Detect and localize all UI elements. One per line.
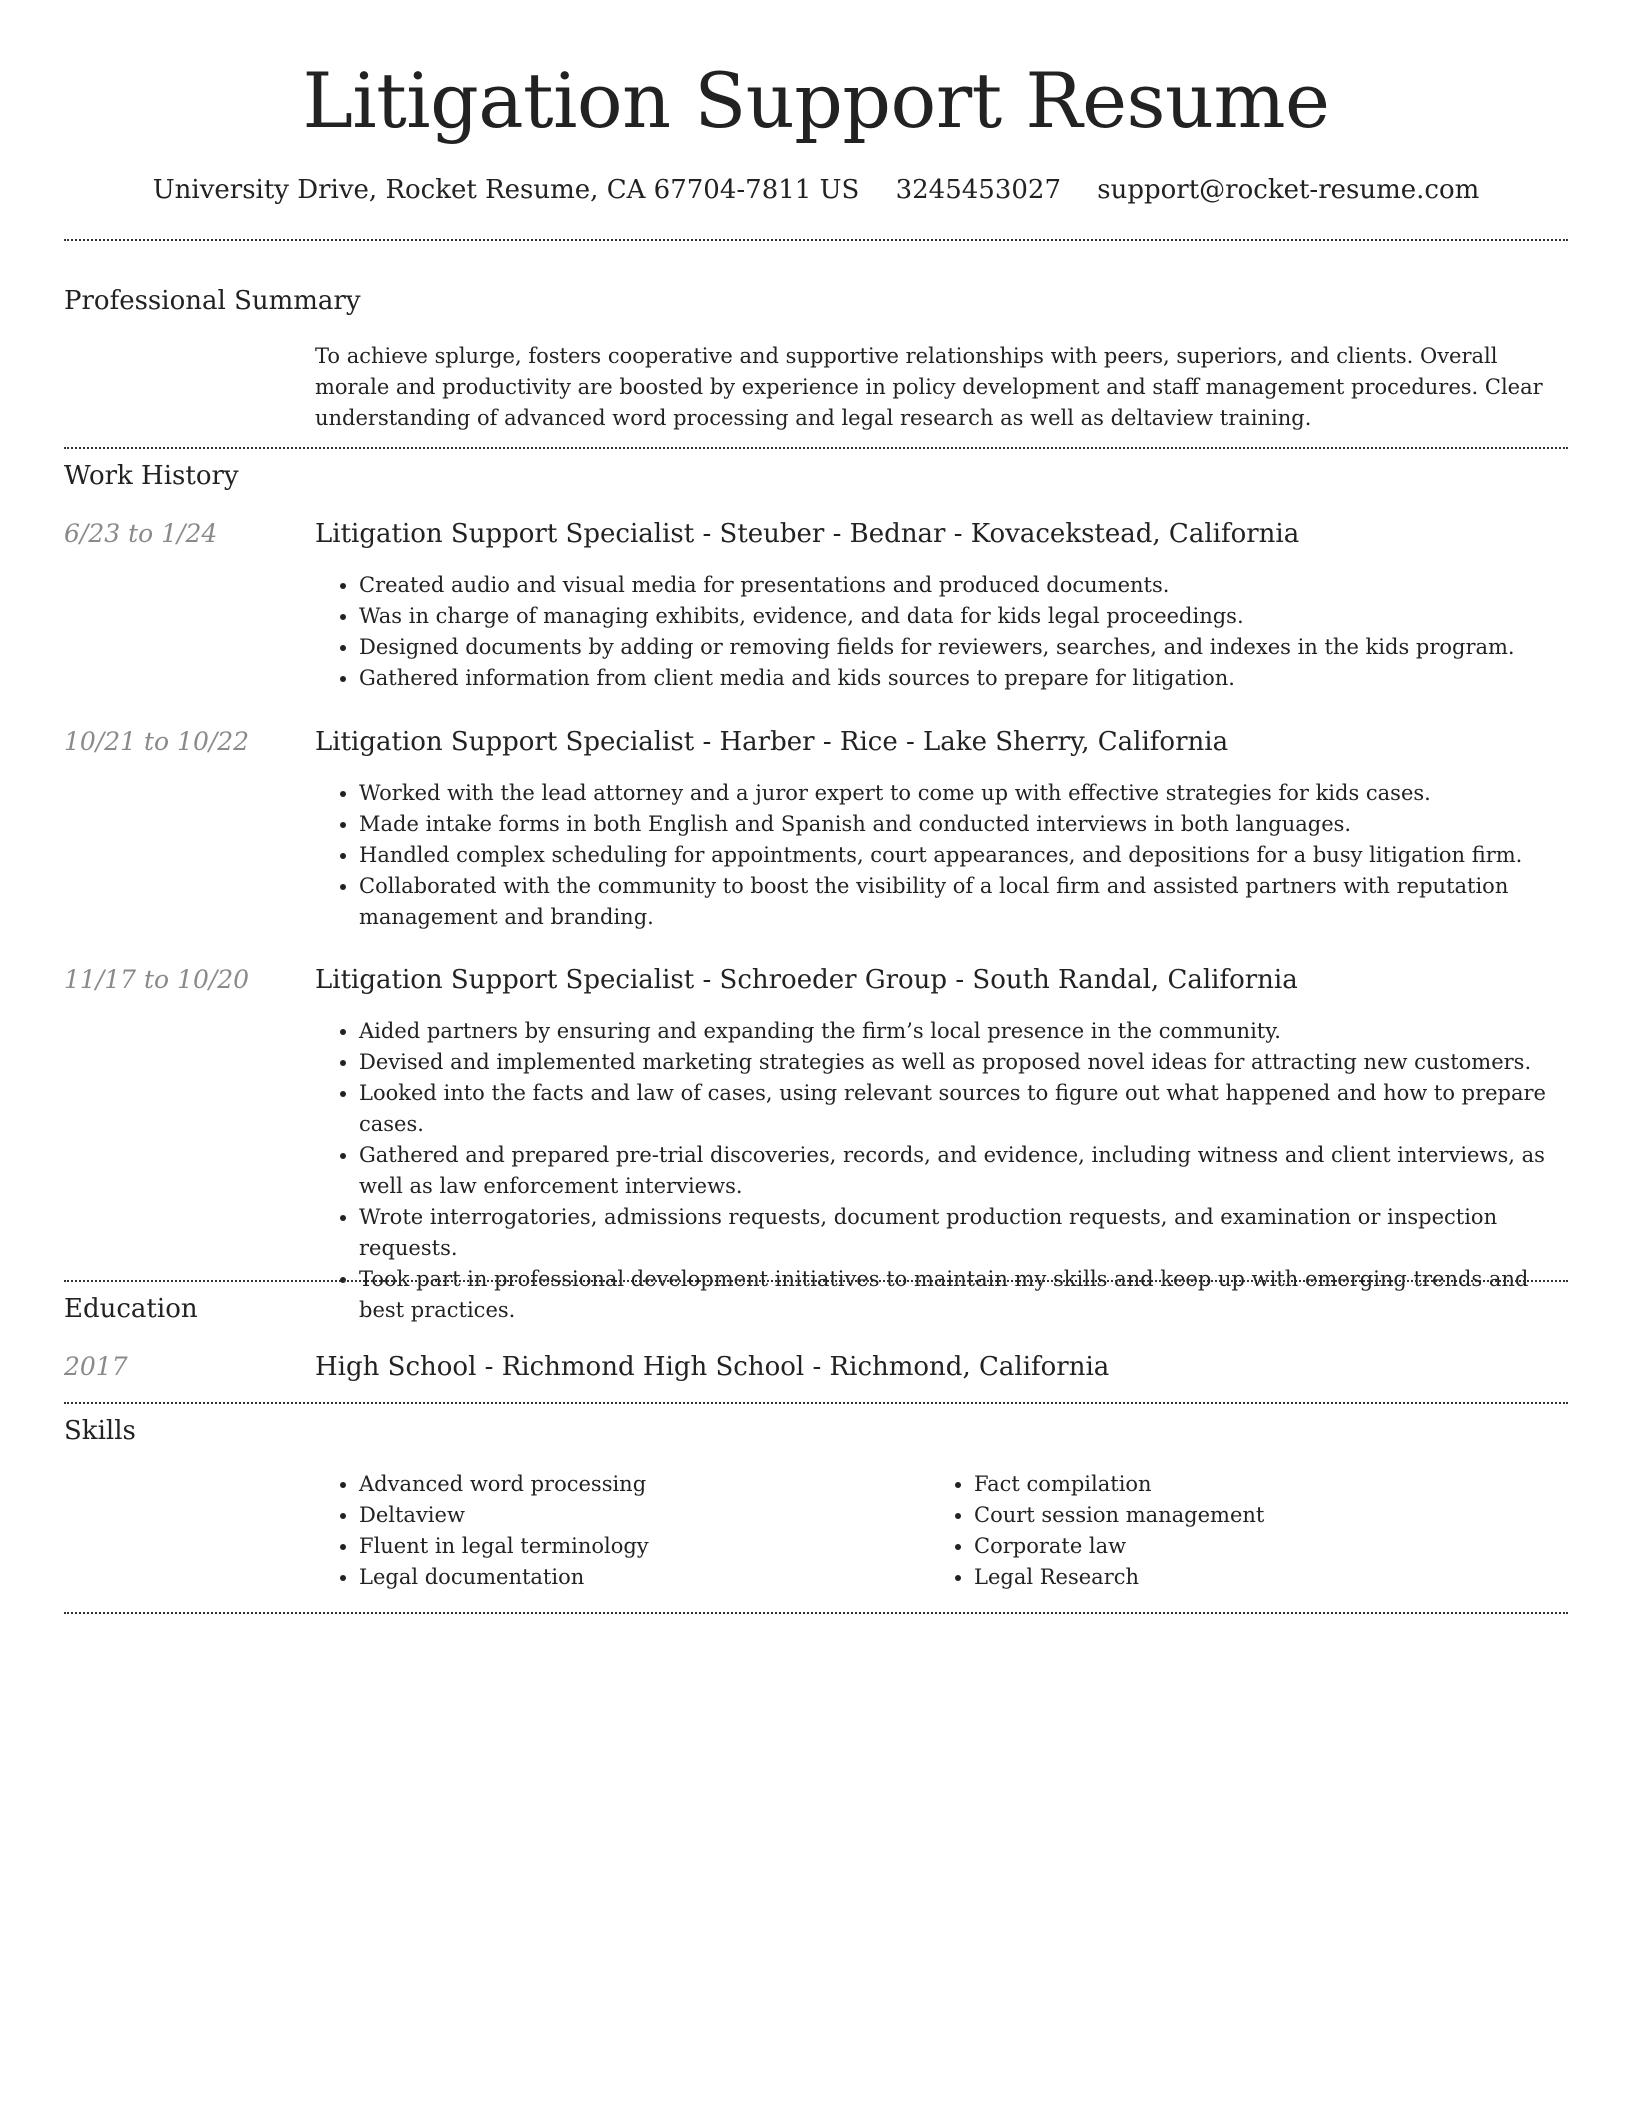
contact-line bbox=[0, 170, 1632, 210]
education-year: 2017 bbox=[64, 1352, 128, 1381]
job-bullet: • Worked with the lead attorney and a juror expert to come up with effective strategies for kids cases. bbox=[359, 778, 1568, 809]
skill-item: • Corporate law bbox=[974, 1531, 1530, 1562]
job-bullet: • Collaborated with the community to boost the visibility of a local firm and assisted partners with reputation management and branding. bbox=[359, 871, 1568, 933]
resume-title: Litigation Support Resume bbox=[302, 56, 1330, 145]
job-bullet: • Made intake forms in both English and Spanish and conducted interviews in both languages. bbox=[359, 809, 1568, 840]
work-history-heading: Work History bbox=[64, 461, 239, 491]
job-bullet: • Was in charge of managing exhibits, evidence, and data for kids legal proceedings. bbox=[359, 601, 1568, 632]
skill-item: • Court session management bbox=[974, 1500, 1530, 1531]
job-bullet: • Created audio and visual media for presentations and produced documents. bbox=[359, 570, 1568, 601]
section-divider bbox=[64, 447, 1568, 449]
skills-list-right bbox=[930, 1469, 1530, 1593]
job-bullet: • Gathered information from client media and kids sources to prepare for litigation. bbox=[359, 663, 1568, 694]
contact-email: support@rocket-resume.com bbox=[1097, 175, 1480, 205]
section-divider bbox=[64, 1612, 1568, 1614]
section-divider bbox=[64, 239, 1568, 241]
skill-item: • Fact compilation bbox=[974, 1469, 1530, 1500]
job-bullet: • Handled complex scheduling for appointments, court appearances, and depositions for a busy litigation firm. bbox=[359, 840, 1568, 871]
job-dates: 6/23 to 1/24 bbox=[64, 519, 218, 548]
skills-heading: Skills bbox=[64, 1416, 136, 1446]
skill-item: • Legal documentation bbox=[359, 1562, 915, 1593]
skills-list-left bbox=[315, 1469, 915, 1593]
job-dates: 11/17 to 10/20 bbox=[64, 965, 250, 994]
job-bullet: • Gathered and prepared pre-trial discoveries, records, and evidence, including witness and client interviews, as well as law enforcement interviews. bbox=[359, 1140, 1568, 1202]
contact-phone: 3245453027 bbox=[895, 175, 1061, 205]
skill-item: • Fluent in legal terminology bbox=[359, 1531, 915, 1562]
job-bullet: • Aided partners by ensuring and expanding the firm’s local presence in the community. bbox=[359, 1016, 1568, 1047]
section-divider bbox=[64, 1402, 1568, 1404]
skill-item: • Deltaview bbox=[359, 1500, 915, 1531]
section-divider bbox=[64, 1280, 1568, 1282]
education-heading: Education bbox=[64, 1294, 198, 1324]
job-bullet: • Designed documents by adding or removing fields for reviewers, searches, and indexes in the kids program. bbox=[359, 632, 1568, 663]
job-bullet: • Wrote interrogatories, admissions requests, document production requests, and examination or inspection requests. bbox=[359, 1202, 1568, 1264]
job-title: Litigation Support Specialist - Steuber - Bednar - Kovacekstead, California bbox=[315, 519, 1300, 549]
job-title: Litigation Support Specialist - Harber - Rice - Lake Sherry, California bbox=[315, 727, 1229, 757]
education-entry: High School - Richmond High School - Richmond, California bbox=[315, 1352, 1110, 1382]
job-title: Litigation Support Specialist - Schroeder Group - South Randal, California bbox=[315, 965, 1298, 995]
contact-address: University Drive, Rocket Resume, CA 67704-7811 US bbox=[152, 175, 860, 205]
job-bullets bbox=[315, 778, 1568, 933]
job-bullets bbox=[315, 570, 1568, 694]
job-dates: 10/21 to 10/22 bbox=[64, 727, 250, 756]
summary-heading: Professional Summary bbox=[64, 286, 361, 316]
job-bullet: • Devised and implemented marketing strategies as well as proposed novel ideas for attracting new customers. bbox=[359, 1047, 1568, 1078]
skill-item: • Advanced word processing bbox=[359, 1469, 915, 1500]
job-bullet: • Looked into the facts and law of cases, using relevant sources to figure out what happened and how to prepare cases. bbox=[359, 1078, 1568, 1140]
job-bullet: • Took part in professional development initiatives to maintain my skills and keep up with emerging trends and best practices. bbox=[359, 1264, 1568, 1326]
skill-item: • Legal Research bbox=[974, 1562, 1530, 1593]
summary-text: To achieve splurge, fosters cooperative and supportive relationships with peers, superiors, and clients. Overall morale and productivity are boosted by experience in policy development and staff management procedures. Clear understanding of advanced word processing and legal research as well as deltaview training. bbox=[315, 344, 1543, 430]
